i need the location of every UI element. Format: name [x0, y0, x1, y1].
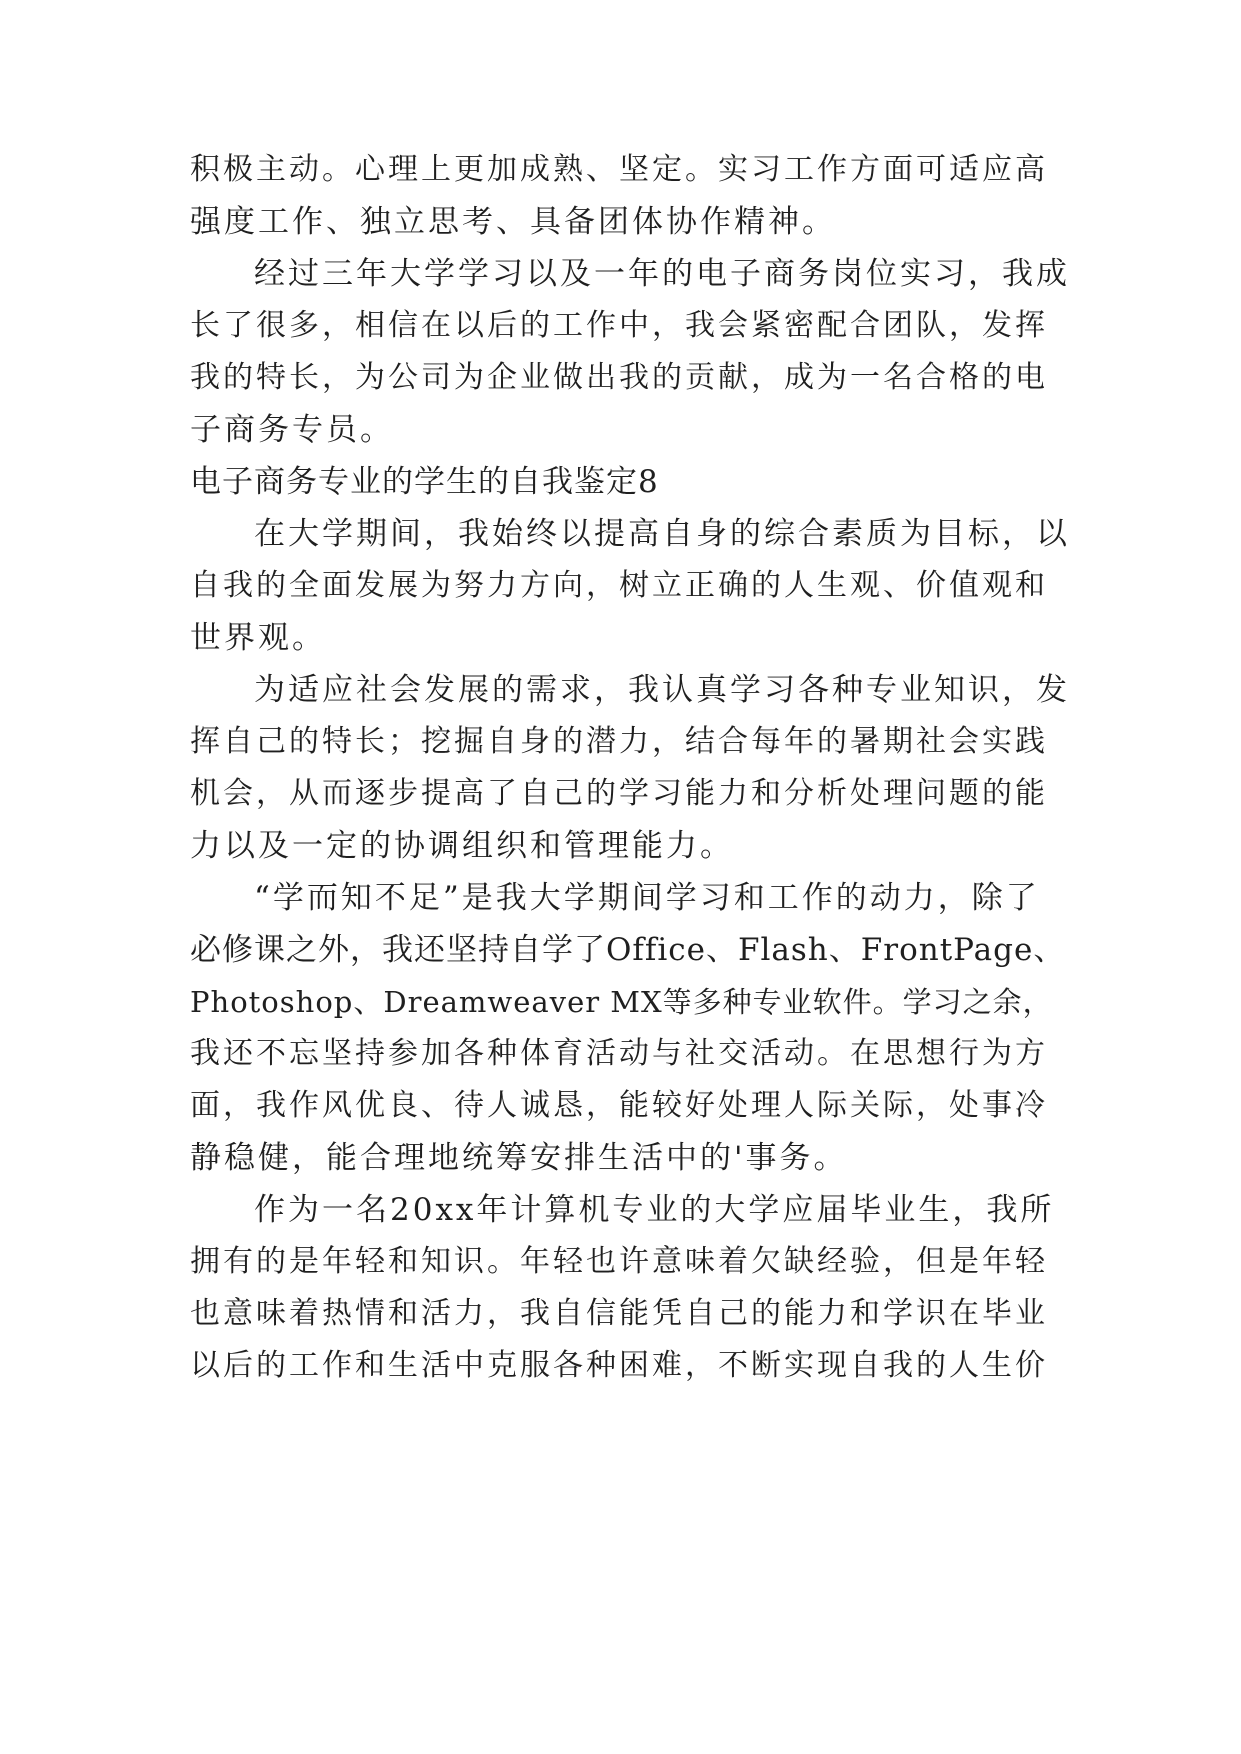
- paragraph-first-line: 在大学期间，我始终以提高自身的综合素质为目标，以: [254, 516, 1070, 552]
- text-line: 自我的全面发展为努力方向，树立正确的人生观、价值观和: [190, 568, 1048, 603]
- text-line: 子商务专员。: [190, 412, 394, 448]
- paragraph-first-line: 为适应社会发展的需求，我认真学习各种专业知识，发: [254, 672, 1070, 708]
- paragraph-first-line: “学而知不足”是我大学期间学习和工作的动力，除了: [254, 880, 1040, 916]
- text-line: 积极主动。心理上更加成熟、坚定。实习工作方面可适应高: [190, 152, 1048, 187]
- paragraph-first-line: 作为一名20xx年计算机专业的大学应届毕业生，我所: [254, 1192, 1055, 1228]
- text-line: 力以及一定的协调组织和管理能力。: [190, 828, 734, 864]
- paragraph-first-line: 经过三年大学学习以及一年的电子商务岗位实习，我成: [254, 256, 1070, 292]
- text-line: 挥自己的特长；挖掘自身的潜力，结合每年的暑期社会实践: [190, 724, 1048, 759]
- section-heading: 电子商务专业的学生的自我鉴定8: [190, 464, 659, 500]
- text-line: 长了很多，相信在以后的工作中，我会紧密配合团队，发挥: [190, 308, 1048, 343]
- text-line: 我的特长，为公司为企业做出我的贡献，成为一名合格的电: [190, 360, 1048, 395]
- text-line: 必修课之外，我还坚持自学了Office、Flash、FrontPage、: [190, 932, 1066, 968]
- text-line: 机会，从而逐步提高了自己的学习能力和分析处理问题的能: [190, 776, 1048, 811]
- text-line: 我还不忘坚持参加各种体育活动与社交活动。在思想行为方: [190, 1036, 1048, 1071]
- text-line: 拥有的是年轻和知识。年轻也许意味着欠缺经验，但是年轻: [190, 1244, 1048, 1279]
- text-line: 强度工作、独立思考、具备团体协作精神。: [190, 204, 836, 240]
- text-line: 静稳健，能合理地统筹安排生活中的'事务。: [190, 1140, 848, 1176]
- text-line: 以后的工作和生活中克服各种困难，不断实现自我的人生价: [190, 1348, 1048, 1383]
- text-line: Photoshop、Dreamweaver MX等多种专业软件。学习之余，: [190, 985, 1053, 1019]
- text-line: 也意味着热情和活力，我自信能凭自己的能力和学识在毕业: [190, 1296, 1048, 1331]
- text-line: 世界观。: [190, 620, 326, 656]
- text-line: 面，我作风优良、待人诚恳，能较好处理人际关际，处事冷: [190, 1088, 1048, 1123]
